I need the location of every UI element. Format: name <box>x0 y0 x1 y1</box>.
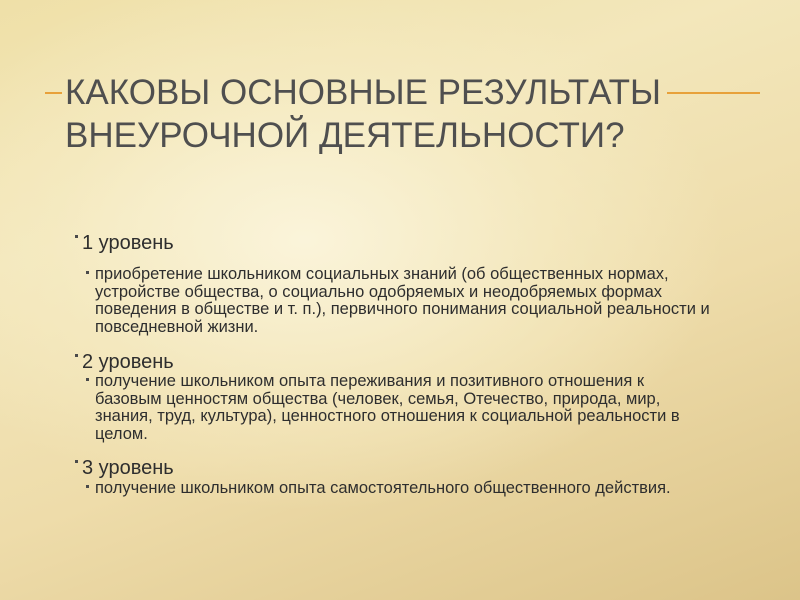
accent-line-right <box>667 92 760 94</box>
level-3-description <box>86 480 671 498</box>
title-line-1: КАКОВЫ ОСНОВНЫЕ РЕЗУЛЬТАТЫ <box>65 73 662 112</box>
description-line: получение школьником опыта самостоятельного общественного действия. <box>95 479 671 497</box>
level-1-label: 1 уровень <box>82 232 174 254</box>
level-3-label: 3 уровень <box>82 457 174 479</box>
bullet-icon <box>86 378 89 381</box>
level-1-description <box>86 266 710 336</box>
bullet-icon <box>75 354 78 357</box>
description-line: устройстве общества, о социально одобряемых и неодобряемых формах <box>95 282 663 301</box>
level-2-description <box>86 373 680 443</box>
slide-title <box>45 73 760 113</box>
description-line: приобретение школьником социальных знаний (об общественных нормах, <box>95 265 669 283</box>
bullet-icon <box>75 460 78 463</box>
description-line: целом. <box>95 424 148 443</box>
level-2-heading <box>75 351 174 373</box>
title-line-2: ВНЕУРОЧНОЙ ДЕЯТЕЛЬНОСТИ? <box>65 116 625 155</box>
bullet-icon <box>86 485 89 488</box>
description-line: базовым ценностям общества (человек, семья, Отечество, природа, мир, <box>95 389 661 408</box>
bullet-icon <box>86 271 89 274</box>
accent-line-left <box>45 92 62 94</box>
bullet-icon <box>75 235 78 238</box>
level-1-heading <box>75 232 174 254</box>
level-2-label: 2 уровень <box>82 351 174 373</box>
description-line: знания, труд, культура), ценностного отношения к социальной реальности в <box>95 407 680 425</box>
level-3-heading <box>75 457 174 479</box>
description-line: повседневной жизни. <box>95 317 259 336</box>
description-line: получение школьником опыта переживания и позитивного отношения к <box>95 372 645 390</box>
description-line: поведения в обществе и т. п.), первичного понимания социальной реальности и <box>95 300 710 318</box>
